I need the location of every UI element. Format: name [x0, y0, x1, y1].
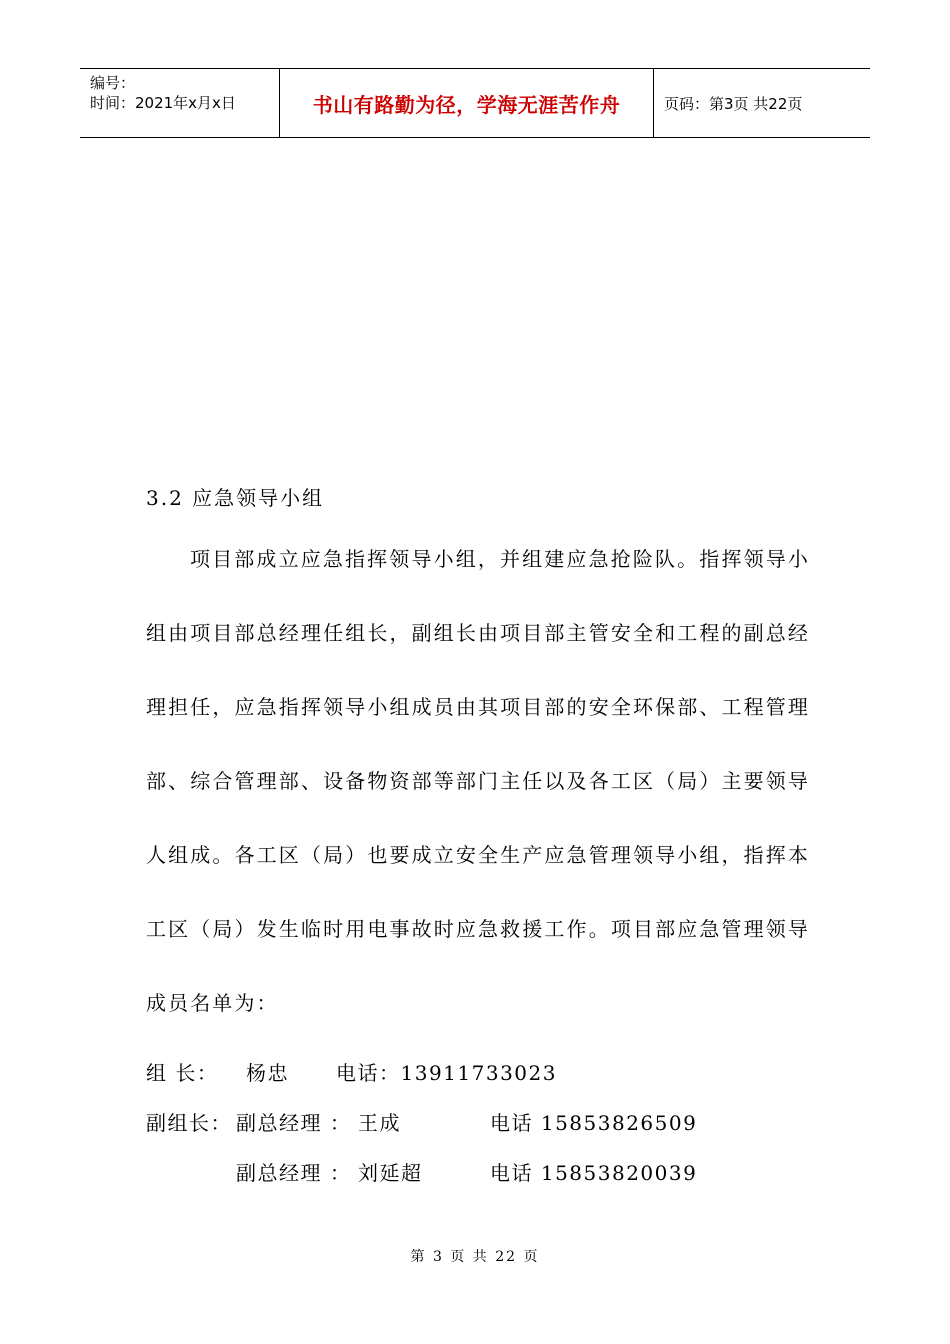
deputy2-title: 副总经理 ：	[236, 1161, 352, 1185]
section-paragraph: 项目部成立应急指挥领导小组，并组建应急抢险队。指挥领导小组由项目部总经理任组长，副组长由项目部主管安全和工程的副总经理担任，应急指挥领导小组成员由其项目部的安全环保部、工程管理部、综合管理部、设备物资部等部门主任以及各工区（局）主要领导人组成。各工区（局）也要成立安全生产应急管理领导小组，指挥本工区（局）发生临时用电事故时应急救援工作。项目部应急管理领导成员名单为：	[146, 547, 810, 1015]
deputy1-title: 副总经理 ：	[236, 1111, 352, 1135]
deputy2-phone: 电话 15853820039	[490, 1161, 698, 1185]
leader-phone: 电话：13911733023	[336, 1061, 557, 1085]
deputy2-name: 刘延超	[358, 1161, 423, 1185]
header-motto: 书山有路勤为径，学海无涯苦作舟	[280, 69, 654, 137]
leader-name: 杨忠	[246, 1061, 289, 1085]
page-footer: 第 3 页 共 22 页	[410, 1249, 540, 1265]
header-meta-cell	[80, 69, 280, 137]
deputy1-name: 王成	[358, 1111, 401, 1135]
section-heading: 3.2 应急领导小组	[146, 486, 325, 510]
deputy-role: 副组长：	[146, 1111, 232, 1135]
deputy1-phone: 电话 15853826509	[490, 1111, 698, 1135]
document-number-label: 编号：	[90, 74, 136, 92]
document-date-label: 时间：2021年x月x日	[90, 94, 236, 112]
header-page-info: 页码：第3页 共22页	[664, 94, 803, 113]
leader-role: 组 长：	[146, 1061, 219, 1085]
page-header	[80, 68, 870, 138]
